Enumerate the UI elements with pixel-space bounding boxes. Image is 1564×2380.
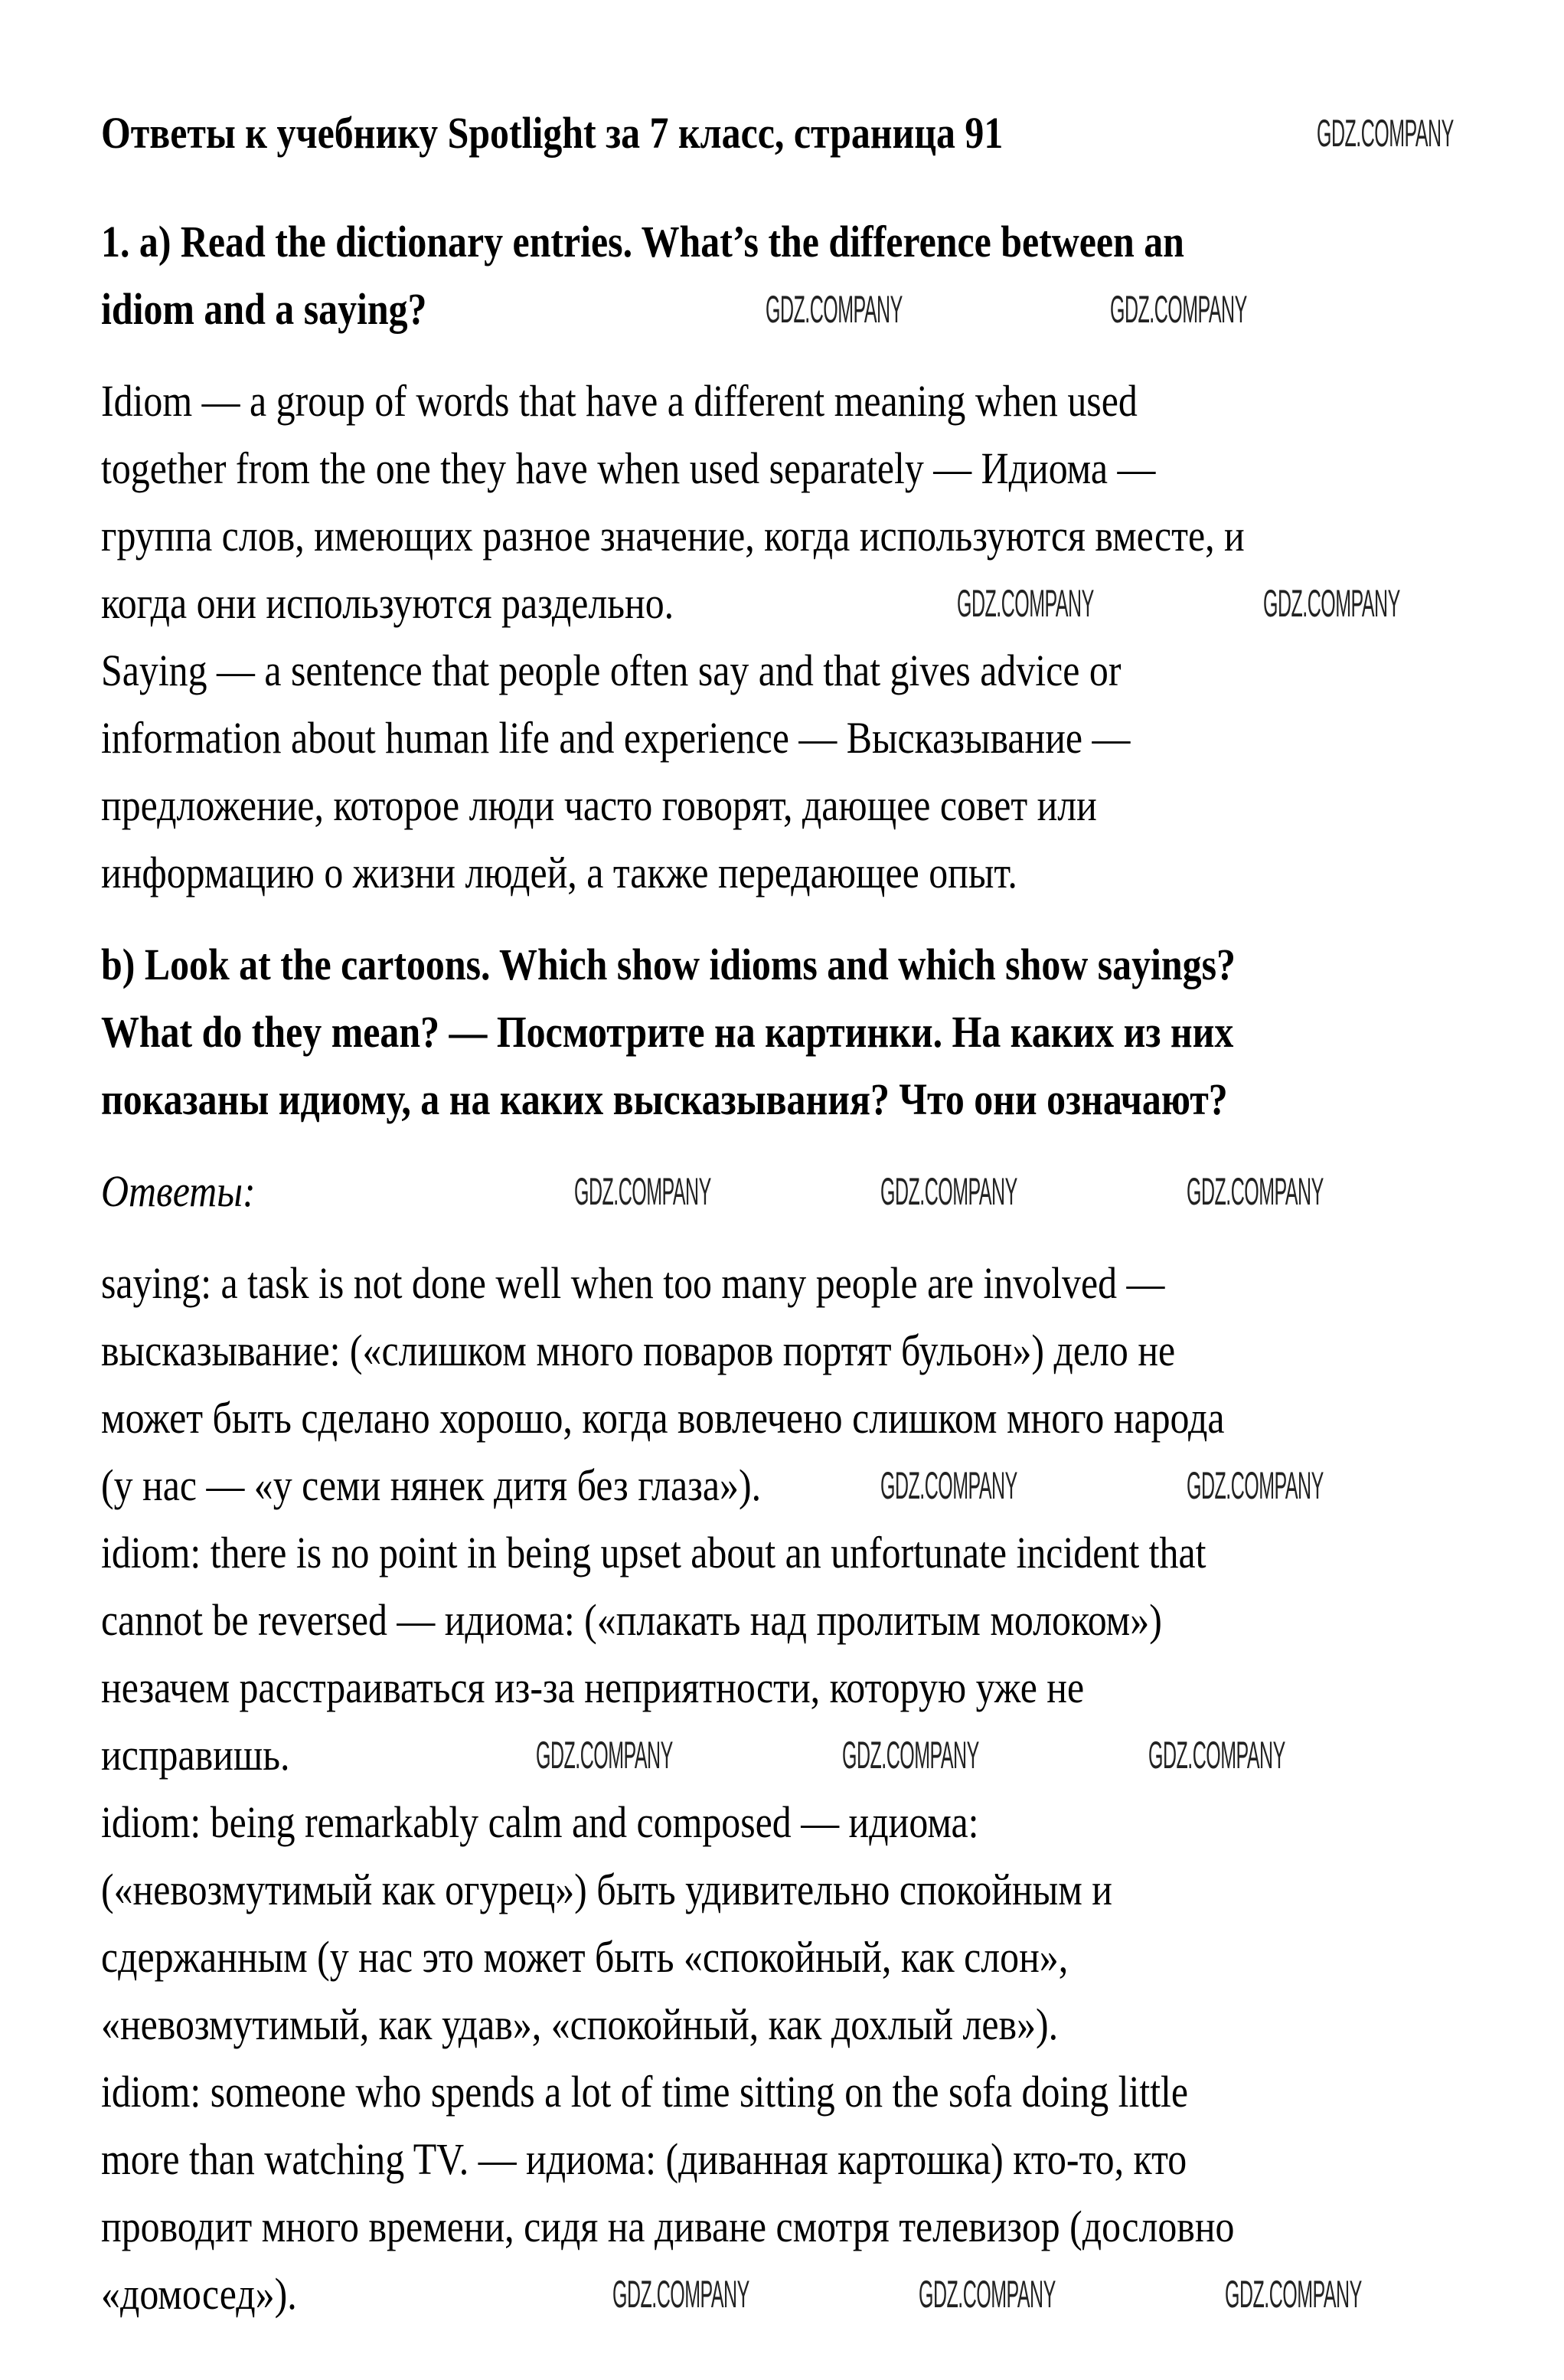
answer-line: more than watching TV. — идиома: (диванная картошка) кто-то, кто bbox=[101, 2134, 1187, 2184]
text-line: Saying — a sentence that people often say and that gives advice or bbox=[101, 646, 1122, 695]
heading-line: показаны идиому, а на каких высказывания? Что они означают? bbox=[101, 1074, 1228, 1124]
answers-label: Ответы: bbox=[101, 1166, 256, 1216]
heading-line: idiom and a saying? bbox=[101, 284, 427, 334]
text-line: together from the one they have when used separately — Идиома — bbox=[101, 443, 1156, 493]
answer-line: незачем расстраиваться из-за неприятности, которую уже не bbox=[101, 1662, 1085, 1712]
answer-line: («невозмутимый как огурец») быть удивительно спокойным и bbox=[101, 1865, 1112, 1914]
text-line: информацию о жизни людей, а также передающее опыт. bbox=[101, 848, 1017, 897]
text-line: Idiom — a group of words that have a different meaning when used bbox=[101, 376, 1138, 426]
heading-line: What do they mean? — Посмотрите на картинки. На каких из них bbox=[101, 1007, 1234, 1057]
watermark: GDZ.COMPANY bbox=[612, 2273, 749, 2316]
answer-line: сдержанным (у нас это может быть «спокойный, как слон», bbox=[101, 1932, 1069, 1982]
answer-line: idiom: there is no point in being upset about an unfortunate incident that bbox=[101, 1528, 1206, 1577]
text-line: предложение, которое люди часто говорят, дающее совет или bbox=[101, 780, 1097, 830]
watermark: GDZ.COMPANY bbox=[536, 1734, 673, 1777]
text-line: группа слов, имеющих разное значение, когда используются вместе, и bbox=[101, 511, 1245, 561]
answer-line: saying: a task is not done well when too many people are involved — bbox=[101, 1258, 1165, 1308]
answer-line: проводит много времени, сидя на диване смотря телевизор (дословно bbox=[101, 2202, 1235, 2251]
heading-line: b) Look at the cartoons. Which show idioms and which show sayings? bbox=[101, 940, 1236, 989]
watermark: GDZ.COMPANY bbox=[880, 1464, 1017, 1507]
watermark: GDZ.COMPANY bbox=[1187, 1464, 1324, 1507]
watermark: GDZ.COMPANY bbox=[766, 288, 903, 331]
answer-line: исправишь. bbox=[101, 1730, 290, 1780]
answer-line: высказывание: («слишком много поваров портят бульон») дело не bbox=[101, 1326, 1176, 1375]
watermark: GDZ.COMPANY bbox=[919, 2273, 1056, 2316]
answer-line: idiom: someone who spends a lot of time sitting on the sofa doing little bbox=[101, 2067, 1189, 2117]
watermark: GDZ.COMPANY bbox=[574, 1170, 711, 1213]
watermark: GDZ.COMPANY bbox=[1110, 288, 1247, 331]
answer-line: (у нас — «у семи нянек дитя без глаза»). bbox=[101, 1460, 762, 1510]
watermark: GDZ.COMPANY bbox=[1263, 582, 1400, 625]
watermark: GDZ.COMPANY bbox=[880, 1170, 1017, 1213]
answer-line: cannot be reversed — идиома: («плакать над пролитым молоком») bbox=[101, 1595, 1162, 1645]
heading-line: 1. a) Read the dictionary entries. What’s the difference between an bbox=[101, 217, 1184, 266]
answer-line: «невозмутимый, как удав», «спокойный, как дохлый лев»). bbox=[101, 1999, 1059, 2049]
watermark: GDZ.COMPANY bbox=[1317, 112, 1454, 155]
watermark: GDZ.COMPANY bbox=[957, 582, 1094, 625]
watermark: GDZ.COMPANY bbox=[842, 1734, 979, 1777]
answer-line: «домосед»). bbox=[101, 2269, 297, 2319]
watermark: GDZ.COMPANY bbox=[1148, 1734, 1285, 1777]
watermark: GDZ.COMPANY bbox=[1187, 1170, 1324, 1213]
answer-line: может быть сделано хорошо, когда вовлечено слишком много народа bbox=[101, 1393, 1225, 1443]
watermark: GDZ.COMPANY bbox=[1225, 2273, 1362, 2316]
text-line: когда они используются раздельно. bbox=[101, 578, 674, 628]
answer-line: idiom: being remarkably calm and composed — идиома: bbox=[101, 1797, 979, 1847]
page-title: Ответы к учебнику Spotlight за 7 класс, страница 91 bbox=[101, 108, 1004, 158]
text-line: information about human life and experience — Высказывание — bbox=[101, 713, 1131, 763]
